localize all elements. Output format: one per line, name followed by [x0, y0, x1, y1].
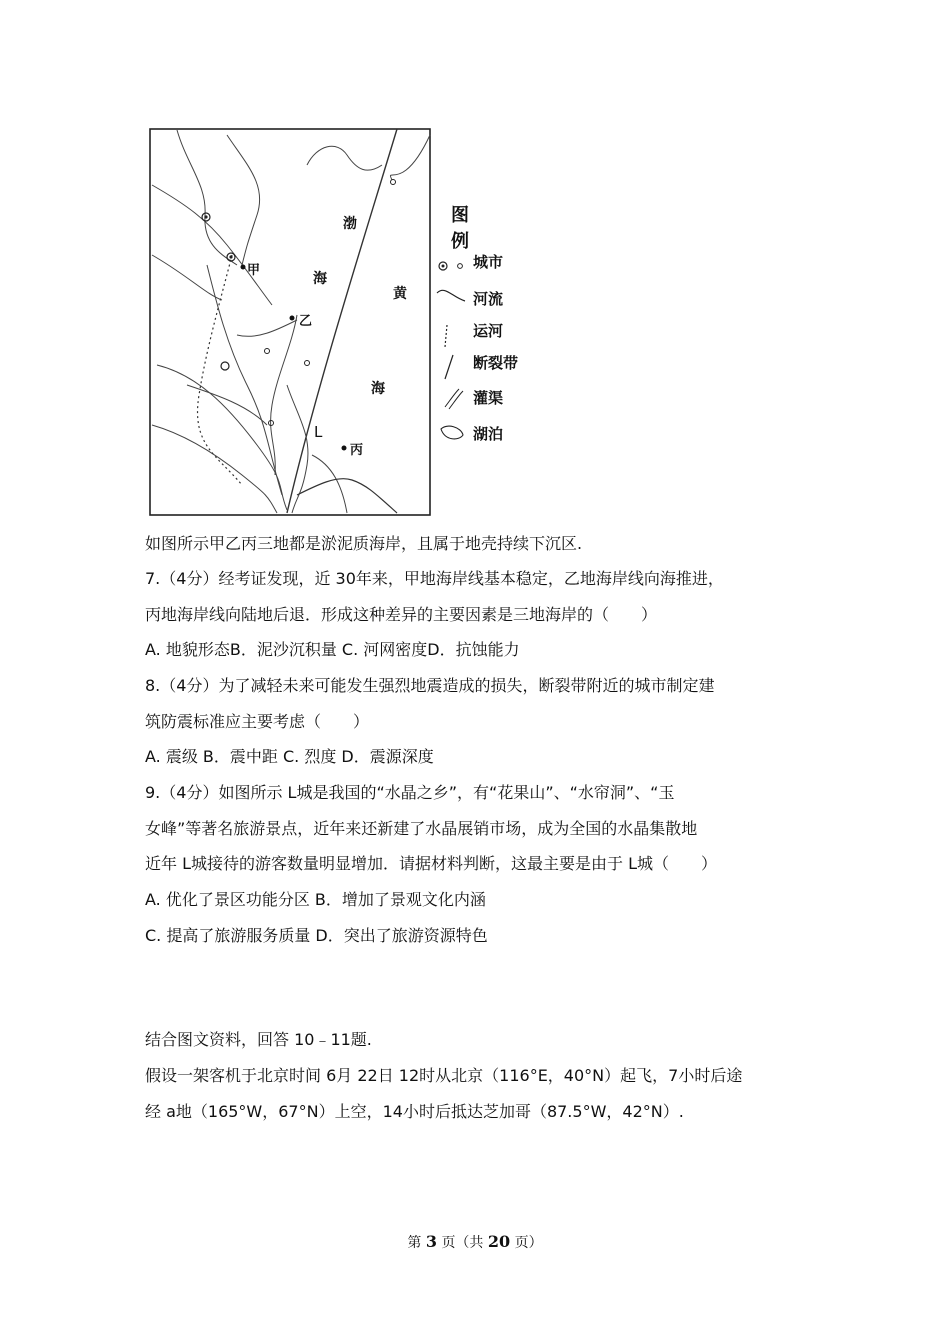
river	[152, 185, 272, 305]
city-marker	[265, 349, 270, 354]
section-line-3: 经 a地（165°W，67°N）上空，14小时后抵达芝加哥（87.5°W，42°N）.	[145, 1102, 684, 1121]
q9-line-3: 近年 L城接待的游客数量明显增加．请据材料判断，这最主要是由于 L城（ ）	[145, 854, 718, 873]
legend-fault-label: 断裂带	[473, 354, 519, 372]
q8-line-2: 筑防震标准应主要考虑（ ）	[145, 712, 370, 731]
river	[177, 130, 237, 265]
label-bohai-2: 海	[313, 271, 327, 287]
legend-city-label: 城市	[473, 253, 504, 271]
label-huanghai-2: 海	[371, 381, 385, 397]
river	[157, 365, 287, 510]
footer-page-number: 3	[425, 1232, 437, 1251]
river	[152, 425, 277, 513]
map-drawing	[147, 125, 527, 517]
q9-options-ab: A. 优化了景区功能分区 B．增加了景观文化内涵	[145, 890, 486, 909]
footer-suffix: 页）	[514, 1235, 543, 1251]
legend-title: 图例	[451, 205, 491, 252]
legend-city-icon	[439, 262, 462, 270]
label-bohai-1: 渤	[343, 216, 357, 232]
intro-text: 如图所示甲乙丙三地都是淤泥质海岸，且属于地壳持续下沉区.	[145, 534, 583, 553]
footer-middle: 页（共	[441, 1235, 484, 1251]
q7-options: A. 地貌形态B．泥沙沉积量 C. 河网密度D．抗蚀能力	[145, 640, 520, 659]
q8-line-1: 8.（4分）为了减轻未来可能发生强烈地震造成的损失，断裂带附近的城市制定建	[145, 676, 715, 695]
map-frame	[150, 129, 430, 515]
legend-lake-icon	[441, 426, 463, 439]
river	[287, 385, 308, 513]
q8-options: A. 震级 B．震中距 C. 烈度 D．震源深度	[145, 747, 434, 766]
footer-prefix: 第	[407, 1235, 422, 1251]
legend-canal-icon	[445, 325, 447, 347]
label-bing: 丙	[350, 443, 364, 458]
legend-canal-label: 运河	[473, 322, 504, 340]
q9-line-1: 9.（4分）如图所示 L城是我国的“水晶之乡”，有“花果山”、“水帘洞”、“玉	[145, 783, 675, 802]
label-yi: 乙	[299, 314, 313, 329]
legend-fault-icon	[445, 355, 453, 379]
river	[237, 320, 297, 336]
river	[307, 146, 382, 170]
city-bing-dot	[342, 446, 347, 451]
legend-river-icon	[437, 290, 465, 301]
river	[152, 255, 222, 300]
legend-lake-label: 湖泊	[473, 425, 504, 443]
section-line-1: 结合图文资料，回答 10﹣11题.	[145, 1030, 372, 1049]
q9-line-2: 女峰”等著名旅游景点，近年来还新建了水晶展销市场，成为全国的水晶集散地	[145, 819, 698, 838]
page-footer	[0, 1232, 950, 1252]
label-L: L	[314, 423, 323, 441]
label-jia: 甲	[247, 263, 261, 278]
footer-total-pages: 20	[487, 1232, 511, 1251]
q7-line-1: 7.（4分）经考证发现，近 30年来，甲地海岸线基本稳定，乙地海岸线向海推进，	[145, 569, 724, 588]
city-marker	[221, 362, 229, 370]
legend-irrigation-label: 灌渠	[473, 389, 504, 407]
city-marker	[305, 361, 310, 366]
q7-line-2: 丙地海岸线向陆地后退．形成这种差异的主要因素是三地海岸的（ ）	[145, 605, 658, 624]
city-yi-dot	[290, 316, 295, 321]
river	[227, 135, 260, 265]
q9-options-cd: C. 提高了旅游服务质量 D．突出了旅游资源特色	[145, 926, 488, 945]
coastline	[297, 479, 397, 513]
city-marker	[229, 255, 232, 258]
city-jia-dot	[241, 265, 246, 270]
river	[390, 135, 430, 180]
section-line-2: 假设一架客机于北京时间 6月 22日 12时从北京（116°E，40°N）起飞，7小时后途	[145, 1066, 743, 1085]
city-marker	[204, 215, 207, 218]
map-figure	[147, 125, 527, 517]
legend-irrigation-icon	[445, 389, 463, 409]
river	[187, 385, 267, 425]
legend-river-label: 河流	[473, 290, 504, 308]
city-marker	[391, 180, 396, 185]
river	[312, 455, 347, 513]
label-huanghai-1: 黄	[393, 286, 407, 302]
river	[271, 315, 297, 475]
